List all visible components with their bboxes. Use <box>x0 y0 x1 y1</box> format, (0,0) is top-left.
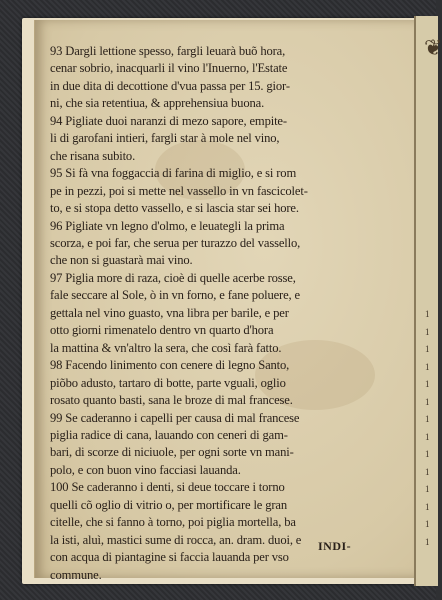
catchword: INDI- <box>318 539 352 553</box>
margin-number: 1 <box>425 449 430 459</box>
text-line: 99 Se caderanno i capelli per causa di mal francese <box>50 410 300 425</box>
text-line: piõbo adusto, tartaro di botte, parte vguali, oglio <box>50 375 286 390</box>
margin-number: 1 <box>425 396 430 407</box>
text-line: li di garofani intieri, fargli star à mole nel vino, <box>50 131 280 146</box>
margin-number: 1 <box>425 466 430 477</box>
text-line: 96 Pigliate vn legno d'olmo, e leuategli la prima <box>50 218 285 233</box>
margin-number: 1 <box>425 536 430 547</box>
text-line: bari, di scorze di niciuole, per ogni sorte vn mani- <box>50 445 294 460</box>
margin-number: 1 <box>425 501 430 512</box>
text-line: cenar sobrio, inacquarli il vino l'Inuerno, l'Estate <box>50 61 288 76</box>
text-line: 100 Se caderanno i denti, si deue toccare i torno <box>50 480 285 495</box>
text-line: 93 Dargli lettione spesso, fargli leuarà buõ hora, <box>50 44 286 58</box>
text-line: commune. <box>50 567 102 582</box>
margin-number: 1 <box>425 361 430 372</box>
text-line: citelle, che si fanno à torno, poi piglia mortella, ba <box>50 515 296 530</box>
text-line: la mattina & vn'altro la sera, che così farà fatto. <box>50 340 282 355</box>
text-line: ni, che sia retentiua, & apprehensiua buona. <box>50 96 265 111</box>
fleuron-icon: ❦ <box>424 36 442 61</box>
text-line: polo, e con buon vino facciasi lauanda. <box>50 462 241 477</box>
margin-number: 1 <box>425 344 430 354</box>
text-line: 95 Si fà vna foggaccia di farina di miglio, e si rom <box>50 166 297 181</box>
text-line: scorza, e poi far, che serua per turazzo del vassello, <box>50 235 301 250</box>
text-line: 94 Pigliate duoi naranzi di mezo sapore, empite- <box>50 113 287 128</box>
text-line: pe in pezzi, poi si mette nel vassello in vn fascicolet- <box>50 183 308 198</box>
margin-number: 1 <box>425 414 430 424</box>
margin-number: 1 <box>425 519 430 529</box>
text-line: fale seccare al Sole, ò in vn forno, e fane poluere, e <box>50 288 300 303</box>
margin-number: 1 <box>425 326 430 337</box>
text-line: otto giorni rimenatelo dentro vn quarto d'hora <box>50 323 274 338</box>
margin-number: 1 <box>425 484 430 494</box>
text-line: 98 Facendo linimento con cenere di legno Santo, <box>50 358 290 373</box>
margin-number: 1 <box>425 309 430 319</box>
text-line: rosato quanto basti, sana le broze di mal francese. <box>50 393 293 408</box>
page-text <box>50 43 376 584</box>
text-line: che risana subito. <box>50 148 136 163</box>
text-line: gettala nel vino guasto, vna libra per barile, e per <box>50 305 289 320</box>
text-line: con acqua di piantagine si faccia lauanda per vso <box>50 550 289 565</box>
text-line: in due dita di decottione d'vua passa per 15. gior- <box>50 78 290 93</box>
text-line: to, e si stopa detto vassello, e si lascia star sei hore. <box>50 201 299 216</box>
text-line: che non si guastarà mai vino. <box>50 253 193 268</box>
text-line: piglia radice di cana, lauando con ceneri di gam- <box>50 427 288 442</box>
text-line: la isti, aluì, mastici sume di rocca, an. dram. duoi, e <box>50 532 302 547</box>
margin-number: 1 <box>425 431 430 442</box>
margin-number: 1 <box>425 379 430 389</box>
text-line: quelli cõ oglio di vitrio o, per mortificare le gran <box>50 497 288 512</box>
facing-page-margin-numbers <box>425 306 436 551</box>
text-line: 97 Piglia more di raza, cioè di quelle acerbe rosse, <box>50 270 296 285</box>
